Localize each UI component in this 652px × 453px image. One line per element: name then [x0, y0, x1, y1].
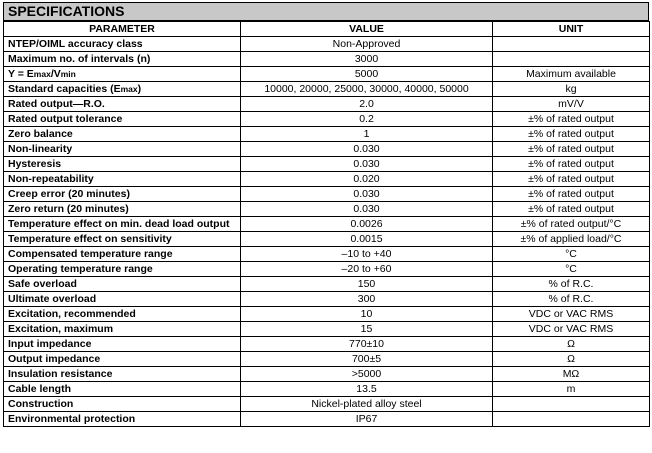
table-row: [4, 412, 650, 427]
unit-cell: [493, 37, 650, 52]
table-row: [4, 67, 650, 82]
unit-cell: ±% of applied load/°C: [493, 232, 650, 247]
table-row: [4, 172, 650, 187]
unit-cell: ±% of rated output: [493, 112, 650, 127]
table-row: [4, 217, 650, 232]
value-cell: 0.020: [241, 172, 493, 187]
parameter-cell: NTEP/OIML accuracy class: [4, 37, 241, 52]
parameter-cell: Non-repeatability: [4, 172, 241, 187]
parameter-cell: Ultimate overload: [4, 292, 241, 307]
value-cell: 0.0015: [241, 232, 493, 247]
unit-cell: ±% of rated output: [493, 172, 650, 187]
parameter-cell: Non-linearity: [4, 142, 241, 157]
value-cell: 3000: [241, 52, 493, 67]
unit-cell: Ω: [493, 352, 650, 367]
parameter-cell: Insulation resistance: [4, 367, 241, 382]
table-row: [4, 52, 650, 67]
table-row: [4, 262, 650, 277]
table-row: [4, 307, 650, 322]
table-body: [4, 37, 650, 427]
table-row: [4, 382, 650, 397]
parameter-cell: Excitation, recommended: [4, 307, 241, 322]
value-cell: 1: [241, 127, 493, 142]
value-cell: IP67: [241, 412, 493, 427]
value-cell: –20 to +60: [241, 262, 493, 277]
value-cell: 15: [241, 322, 493, 337]
value-cell: 0.030: [241, 187, 493, 202]
unit-cell: °C: [493, 247, 650, 262]
table-row: [4, 277, 650, 292]
value-cell: 0.0026: [241, 217, 493, 232]
parameter-cell: Maximum no. of intervals (n): [4, 52, 241, 67]
unit-cell: % of R.C.: [493, 277, 650, 292]
unit-cell: [493, 397, 650, 412]
value-cell: 0.030: [241, 202, 493, 217]
unit-cell: ±% of rated output: [493, 142, 650, 157]
table-row: [4, 232, 650, 247]
unit-cell: m: [493, 382, 650, 397]
value-cell: Nickel-plated alloy steel: [241, 397, 493, 412]
table-row: [4, 82, 650, 97]
table-row: [4, 187, 650, 202]
unit-cell: MΩ: [493, 367, 650, 382]
parameter-cell: Output impedance: [4, 352, 241, 367]
table-row: [4, 337, 650, 352]
parameter-cell: Environmental protection: [4, 412, 241, 427]
value-cell: 770±10: [241, 337, 493, 352]
parameter-cell: Y = Emax/Vmin: [4, 67, 241, 82]
unit-cell: ±% of rated output/°C: [493, 217, 650, 232]
table-row: [4, 322, 650, 337]
parameter-cell: Hysteresis: [4, 157, 241, 172]
parameter-cell: Operating temperature range: [4, 262, 241, 277]
value-cell: 700±5: [241, 352, 493, 367]
unit-cell: ±% of rated output: [493, 127, 650, 142]
unit-cell: ±% of rated output: [493, 157, 650, 172]
value-cell: 10000, 20000, 25000, 30000, 40000, 50000: [241, 82, 493, 97]
parameter-cell: Rated output tolerance: [4, 112, 241, 127]
header-value: VALUE: [241, 22, 493, 37]
value-cell: –10 to +40: [241, 247, 493, 262]
parameter-cell: Rated output—R.O.: [4, 97, 241, 112]
parameter-cell: Zero return (20 minutes): [4, 202, 241, 217]
header-unit: UNIT: [493, 22, 650, 37]
parameter-cell: Construction: [4, 397, 241, 412]
table-row: [4, 157, 650, 172]
unit-cell: [493, 412, 650, 427]
table-row: [4, 397, 650, 412]
value-cell: 0.2: [241, 112, 493, 127]
value-cell: 13.5: [241, 382, 493, 397]
unit-cell: [493, 52, 650, 67]
parameter-cell: Compensated temperature range: [4, 247, 241, 262]
unit-cell: VDC or VAC RMS: [493, 307, 650, 322]
specifications-sheet: [3, 2, 649, 427]
parameter-cell: Temperature effect on sensitivity: [4, 232, 241, 247]
value-cell: 0.030: [241, 157, 493, 172]
value-cell: 2.0: [241, 97, 493, 112]
unit-cell: ±% of rated output: [493, 187, 650, 202]
table-header-row: [4, 22, 650, 37]
unit-cell: VDC or VAC RMS: [493, 322, 650, 337]
value-cell: 150: [241, 277, 493, 292]
header-parameter: PARAMETER: [4, 22, 241, 37]
parameter-cell: Safe overload: [4, 277, 241, 292]
unit-cell: Maximum available: [493, 67, 650, 82]
value-cell: >5000: [241, 367, 493, 382]
value-cell: 0.030: [241, 142, 493, 157]
parameter-cell: Excitation, maximum: [4, 322, 241, 337]
unit-cell: % of R.C.: [493, 292, 650, 307]
parameter-cell: Zero balance: [4, 127, 241, 142]
unit-cell: Ω: [493, 337, 650, 352]
table-row: [4, 112, 650, 127]
table-row: [4, 352, 650, 367]
table-row: [4, 367, 650, 382]
parameter-cell: Standard capacities (Emax): [4, 82, 241, 97]
table-row: [4, 127, 650, 142]
parameter-cell: Temperature effect on min. dead load output: [4, 217, 241, 232]
value-cell: Non-Approved: [241, 37, 493, 52]
unit-cell: mV/V: [493, 97, 650, 112]
parameter-cell: Creep error (20 minutes): [4, 187, 241, 202]
value-cell: 300: [241, 292, 493, 307]
unit-cell: °C: [493, 262, 650, 277]
table-row: [4, 292, 650, 307]
unit-cell: kg: [493, 82, 650, 97]
table-row: [4, 247, 650, 262]
table-row: [4, 37, 650, 52]
parameter-cell: Cable length: [4, 382, 241, 397]
table-row: [4, 142, 650, 157]
parameter-cell: Input impedance: [4, 337, 241, 352]
value-cell: 5000: [241, 67, 493, 82]
table-row: [4, 97, 650, 112]
specifications-title: SPECIFICATIONS: [3, 2, 649, 21]
value-cell: 10: [241, 307, 493, 322]
table-row: [4, 202, 650, 217]
specifications-table: [3, 21, 650, 427]
unit-cell: ±% of rated output: [493, 202, 650, 217]
